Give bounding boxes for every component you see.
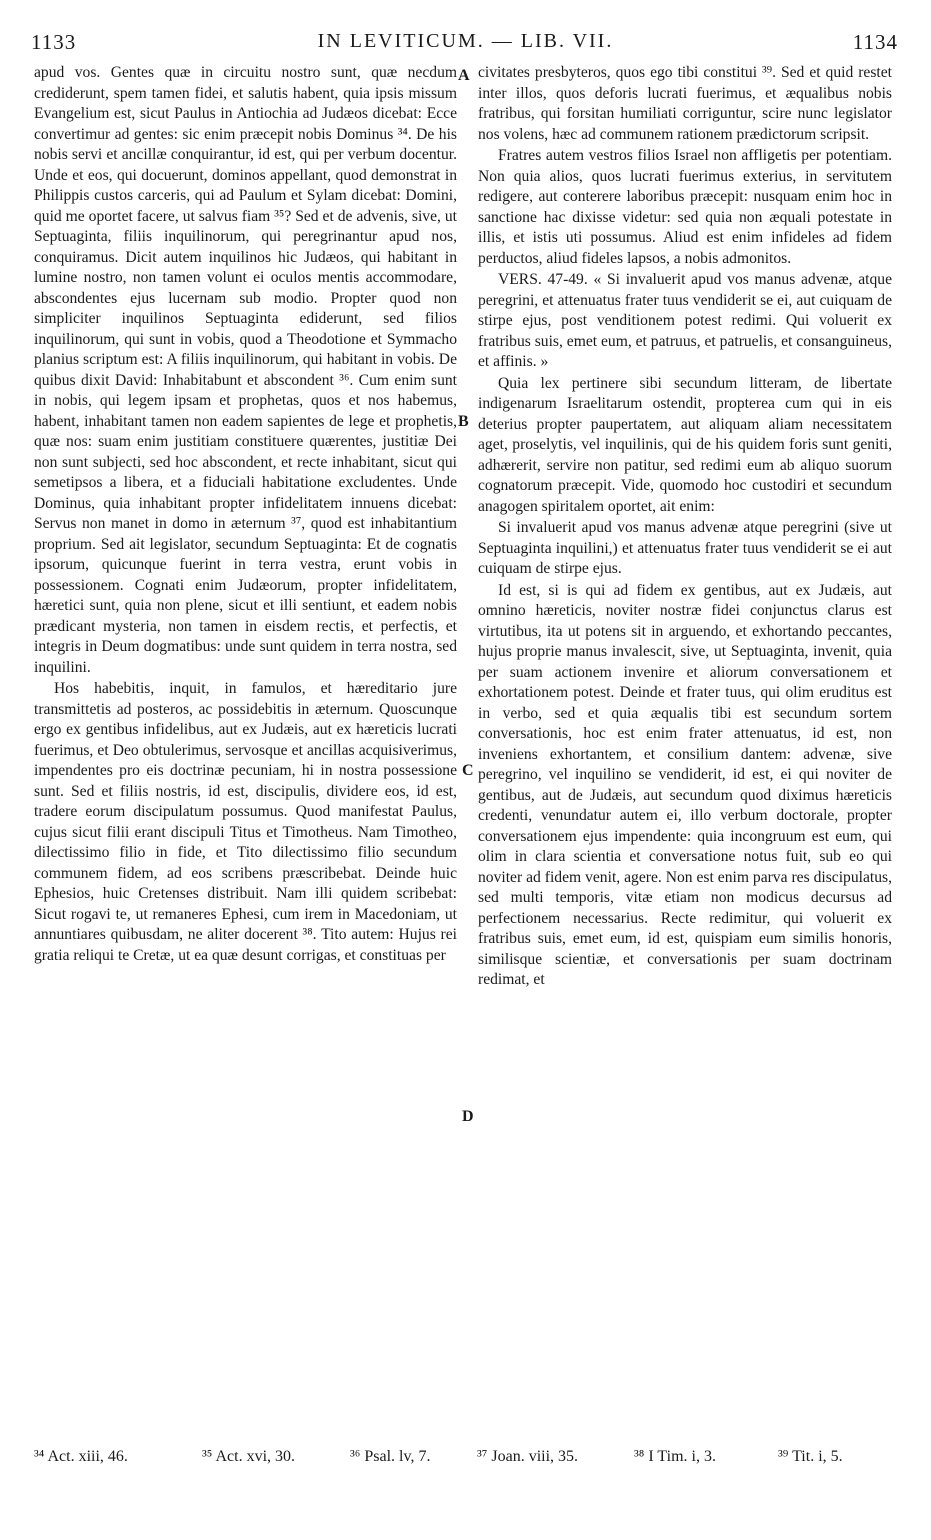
page-number-right: 1134 — [852, 30, 898, 54]
page-number-left: 1133 — [31, 30, 77, 54]
left-column — [34, 63, 457, 1441]
footnote-37: ³⁷ Joan. viii, 35. — [477, 1448, 579, 1465]
right-paragraph-6: Id est, si is qui ad fidem ex gentibus, aut ex Judæis, aut omnino hæreticis, noviter nostræ fidei conjunctus clarus est virtutibus, ita ut potens sit in arguendo, et exhortando peccantes, hujus proprie manus invalescit, sive, ut Septuaginta, invenit, quia per suam actionem invenire et aliorum conversationem et exhortationem potest. Deinde et frater tuus, qui olim eruditus est in verbo, sed et quia æqualis tibi est secundum sortem conversationis, hoc est enim frater attenuatus, id est, non inveniens exhortantem, et consilium dantem: advenæ, sive peregrino, vel inquilino se vendiderit, id est, ei qui noviter de gentibus, aut de Judæis, aut secundum quod diximus hæreticis credenti, venundatur autem ei, illo verbum doctorale, propter conversationem ejus impendente: quia incongruum est eum, qui olim in clara scientia et conversatione notus fuit, sub eo qui noviter ad fidem venit, agere. Non est enim parva res discipulatus, sed multi temporis, vitæ etiam non modicus decursus ad perfectionem necessarius. Recte redimitur, qui voluerit ex fratribus suis, emet eum, id est, quispiam eum similis honoris, similisque scientiæ, et conversationis per suam doctrinam redimat, et — [478, 581, 892, 988]
left-paragraph-1: apud vos. Gentes quæ in circuitu nostro sunt, quæ necdum crediderunt, spem tamen fidei, et salutis habent, quia ipsis missum Evangelium est, sicut Paulus in Antiochia ad Judæos dicebat: Ecce convertimur ad gentes: sic enim præcepit nobis Dominus ³⁴. De his nobis servi et ancillæ conquirantur, id est, qui per verbum docentur. Unde et eos, qui docuerunt, dominos appellant, quod demonstrat in Philippis custos carceris, qui ad Paulum et Sylam dicebat: Domini, quid me oportet facere, ut salvus fiam ³⁵? Sed et de advenis, sive, ut Septuaginta, filiis inquilinorum, qui peregrinantur apud nos, conquiramus. Dicit autem inquilinos hic Judæos, qui habitant in lumine nostro, non tamen volunt ei oculos mentis accommodare, abscondentes ejus lucernam sub modio. Propter quod non simpliciter inquilinos Septuaginta ediderunt, sed filios inquilinorum, qui sunt in vobis, quod a Theodotione et Symmacho planius scriptum est: A filiis inquilinorum, qui habitant in vobis. De quibus dixit David: Inhabitabunt et abscondent ³⁶. Cum enim sunt in nobis, qui legem ipsam et prophetas, quos et nos habemus, habent, inhabitant tamen non eadem sapientes de lege et prophetis, quæ nos: suam enim justitiam constituere quærentes, justitiæ Dei non sunt subjecti, sed hoc abscondent, et recte inhabitant, sicut qui semetipsos a libera, et a fiduciali habitatione excludentes. Unde Dominus, quia inhabitant propter infidelitatem innuens dicebat: Servus non manet in domo in æternum ³⁷, quod est inhabitantium proprium. Sed ait legislator, secundum Septuaginta: Et de cognatis ipsorum, quicunque fuerint in terra vestra, erunt vobis in possessionem. Cognati enim Judæorum, propter infidelitatem, hæretici sunt, quia non plene, sicut et illi sentiunt, et eadem nobis prædicant mysteria, non tamen in eisdem rectis, et perfectis, et integris in Deum dogmatibus: unde sunt quidem in terra nostra, sed inquilini. — [34, 64, 457, 676]
right-paragraph-1: civitates presbyteros, quos ego tibi constitui ³⁹. Sed et quid restet inter illos, quos deforis lucrati fuerimus, et æqualibus nobis fratribus, qui forsitan humiliati corriguntur, scire nunc legislator nos volens, hæc ad communem rationem prædictorum scripsit. — [478, 64, 892, 143]
left-paragraph-2: Hos habebitis, inquit, in famulos, et hæreditario jure transmittetis ad posteros, ac possidebitis in æternum. Quoscunque ergo ex gentibus infidelibus, aut ex Judæis, aut ex hæreticis lucrati fuerimus, et Deo obtulerimus, servosque et ancillas acquisiverimus, impendentes pro eis doctrinæ pecuniam, hi in nostra possessione sunt. Sed et filiis nostris, id est, discipulis, dividere eos, id est, tradere eorum discipulatum possumus. Quod manifestat Paulus, cujus sicut filii erant discipuli Titus et Timotheus. Nam Timotheo, dilectissimo filio in fide, et Tito dilectissimo filio secundum communem fidem, ad eos scribens præscribebat. Deinde huic Ephesios, huic Cretenses distribuit. Nam illi quidem scribebat: Sicut rogavi te, ut remaneres Ephesi, cum irem in Macedoniam, ut annuntiares quibusdam, ne aliter docerent ³⁸. Tito autem: Hujus rei gratia reliqui te Cretæ, ut ea quæ desunt corrigas, et constituas per — [34, 680, 457, 964]
margin-marker-a: A — [458, 67, 470, 84]
margin-marker-d: D — [462, 1108, 474, 1125]
footnote-38: ³⁸ I Tim. i, 3. — [634, 1448, 716, 1465]
footnote-39: ³⁹ Tit. i, 5. — [778, 1448, 843, 1465]
right-paragraph-5: Si invaluerit apud vos manus advenæ atque peregrini (sive ut Septuaginta inquilini,) et attenuatus frater tuus vendiderit se ei aut cuiquam de stirpe ejus. — [478, 519, 892, 577]
right-paragraph-2: Fratres autem vestros filios Israel non affligetis per potentiam. Non quia alios, quos lucrati fuerimus exterius, in servitutem redigere, aut conterere laboribus præcepit: nusquam enim hoc in sanctione hac dixisse videtur: sed quia non æquali potestate in illis, et istis uti possumus. Aliud est enim infideles ad fidem perductos, aliud fideles lapsos, a nobis admonitos. — [478, 147, 892, 267]
footnote-34: ³⁴ Act. xiii, 46. — [34, 1448, 128, 1465]
margin-marker-b: B — [458, 413, 469, 430]
footnote-36: ³⁶ Psal. lv, 7. — [350, 1448, 431, 1465]
margin-marker-c: C — [462, 762, 474, 779]
right-column — [478, 63, 892, 1441]
right-paragraph-3: VERS. 47-49. « Si invaluerit apud vos manus advenæ, atque peregrini, et attenuatus frater tuus vendiderit se ei, aut cuiquam de stirpe ejus, post venditionem potest redimi. Qui voluerit ex fratribus suis, emet eum, et patruus, et patruelis, et consanguineus, et affinis. » — [478, 271, 892, 370]
running-title: IN LEVITICUM. — LIB. VII. — [317, 30, 614, 52]
right-paragraph-4: Quia lex pertinere sibi secundum litteram, de libertate indigenarum Israelitarum ostendit, propterea cum qui in eis deterius propter paupertatem, aut aliquam aliam necessitatem aget, proselytis, vel inquilinis, qui de his quidem foris sunt geniti, adhærerit, servire non patitur, sed redimi eum ab aliquo suorum cognatorum præcepit. Vide, quomodo hoc custodiri et secundum anagogen spiritalem oportet, ait enim: — [478, 374, 892, 515]
footnote-35: ³⁵ Act. xvi, 30. — [202, 1448, 296, 1465]
page-header — [0, 30, 931, 64]
